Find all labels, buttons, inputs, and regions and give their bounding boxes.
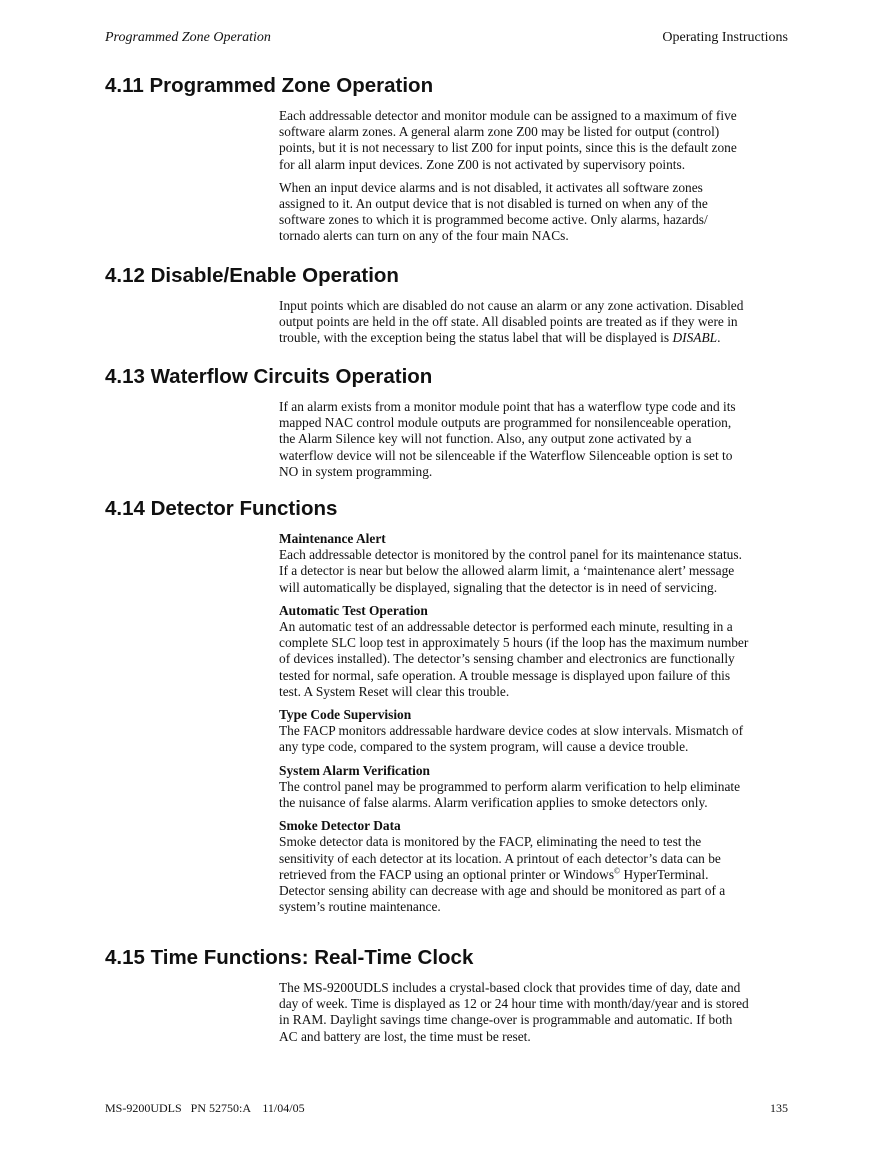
paragraph-line: Each addressable detector is monitored by the control panel for its maintenance status. xyxy=(279,547,742,563)
paragraph-line: The FACP monitors addressable hardware device codes at slow intervals. Mismatch of xyxy=(279,723,744,739)
paragraph-line: will automatically be displayed, signaling that the detector is in need of servicing. xyxy=(279,579,718,595)
section-heading-4-13: 4.13 Waterflow Circuits Operation xyxy=(105,365,433,388)
paragraph-line: the Alarm Silence key will not function. Also, any output zone activated by a xyxy=(279,431,692,447)
status-label-disabl: DISABL xyxy=(672,330,718,346)
paragraph-line: software zones to which it is programmed become active. Only alarms, hazards/ xyxy=(279,212,708,228)
section-body-4-13 xyxy=(279,399,789,480)
subsection-title: Automatic Test Operation xyxy=(279,602,428,618)
section-body-4-12 xyxy=(279,298,789,347)
paragraph-line: Input points which are disabled do not cause an alarm or any zone activation. Disabled xyxy=(279,298,744,313)
section-heading-4-12: 4.12 Disable/Enable Operation xyxy=(105,264,399,287)
paragraph-line: tested for normal, safe operation. A trouble message is displayed upon failure of this xyxy=(279,667,731,683)
paragraph-line: software alarm zones. A general alarm zone Z00 may be listed for output (control) xyxy=(279,124,720,140)
subsection-title: Smoke Detector Data xyxy=(279,818,401,834)
paragraph-line: test. A System Reset will clear this trouble. xyxy=(279,683,510,699)
section-body-4-11 xyxy=(279,108,789,245)
footer-doc-id: MS-9200UDLS PN 52750:A 11/04/05 xyxy=(105,1101,305,1115)
header-section-title: Programmed Zone Operation xyxy=(105,30,271,45)
subsection-title: Type Code Supervision xyxy=(279,707,412,723)
page-header xyxy=(105,30,788,50)
subsection-title: System Alarm Verification xyxy=(279,762,430,778)
paragraph-line: any type code, compared to the system program, will cause a device trouble. xyxy=(279,739,689,755)
subsection-title: Maintenance Alert xyxy=(279,531,386,546)
paragraph-line: The control panel may be programmed to perform alarm verification to help eliminate xyxy=(279,778,741,794)
paragraph-line: If a detector is near but below the allowed alarm limit, a ‘maintenance alert’ message xyxy=(279,563,735,579)
paragraph-line: in RAM. Daylight savings time change-over is programmable and automatic. If both xyxy=(279,1012,733,1028)
paragraph-line: AC and battery are lost, the time must be reset. xyxy=(279,1028,531,1044)
paragraph-line: Detector sensing ability can decrease with age and should be monitored as part of a xyxy=(279,883,726,899)
paragraph-line: The MS-9200UDLS includes a crystal-based clock that provides time of day, date and xyxy=(279,980,741,995)
paragraph-line: Smoke detector data is monitored by the FACP, eliminating the need to test the xyxy=(279,834,702,850)
section-heading-4-14: 4.14 Detector Functions xyxy=(105,497,338,520)
section-heading-4-15: 4.15 Time Functions: Real-Time Clock xyxy=(105,946,474,969)
header-doc-title: Operating Instructions xyxy=(662,30,788,45)
paragraph-line: of devices installed). The detector’s sensing chamber and electronics are functionally xyxy=(279,651,735,667)
section-body-4-15 xyxy=(279,980,789,1045)
paragraph-line: sensitivity of each detector at its location. A printout of each detector’s data can be xyxy=(279,850,721,866)
paragraph-line: NO in system programming. xyxy=(279,463,433,479)
section-body-4-14 xyxy=(279,531,789,915)
paragraph-line: for all alarm input devices. Zone Z00 is not activated by supervisory points. xyxy=(279,156,686,172)
paragraph-line: waterflow device will not be silenceable if the Waterflow Silenceable option is set to xyxy=(279,447,733,463)
paragraph-line: retrieved from the FACP using an optional printer or Windows© HyperTerminal. xyxy=(279,866,709,882)
paragraph-line: trouble, with the exception being the status label that will be displayed is DISABL. xyxy=(279,330,721,346)
paragraph-line: An automatic test of an addressable detector is performed each minute, resulting in a xyxy=(279,619,733,635)
paragraph-line: tornado alerts can turn on any of the four main NACs. xyxy=(279,228,569,244)
paragraph-line: complete SLC loop test in approximately 5 hours (if the loop has the maximum number xyxy=(279,635,749,651)
paragraph-line: system’s routine maintenance. xyxy=(279,899,441,915)
copyright-mark: © xyxy=(614,866,621,876)
paragraph-line: When an input device alarms and is not disabled, it activates all software zones xyxy=(279,179,703,195)
paragraph-line: Each addressable detector and monitor module can be assigned to a maximum of five xyxy=(279,108,737,123)
paragraph-line: points, but it is not necessary to list Z00 for input points, since this is the default zone xyxy=(279,140,737,156)
paragraph-line: mapped NAC control module outputs are programmed for nonsilenceable operation, xyxy=(279,415,732,431)
paragraph-line: If an alarm exists from a monitor module point that has a waterflow type code and its xyxy=(279,399,736,414)
paragraph-line: the nuisance of false alarms. Alarm verification applies to smoke detectors only. xyxy=(279,795,708,811)
paragraph-line: output points are held in the off state. All disabled points are treated as if they were in xyxy=(279,314,738,330)
paragraph-line: assigned to it. An output device that is not disabled is turned on when any of the xyxy=(279,196,708,212)
section-heading-4-11: 4.11 Programmed Zone Operation xyxy=(105,74,434,97)
paragraph-line: day of week. Time is displayed as 12 or 24 hour time with month/day/year and is stored xyxy=(279,996,749,1012)
page-number: 135 xyxy=(770,1101,788,1115)
